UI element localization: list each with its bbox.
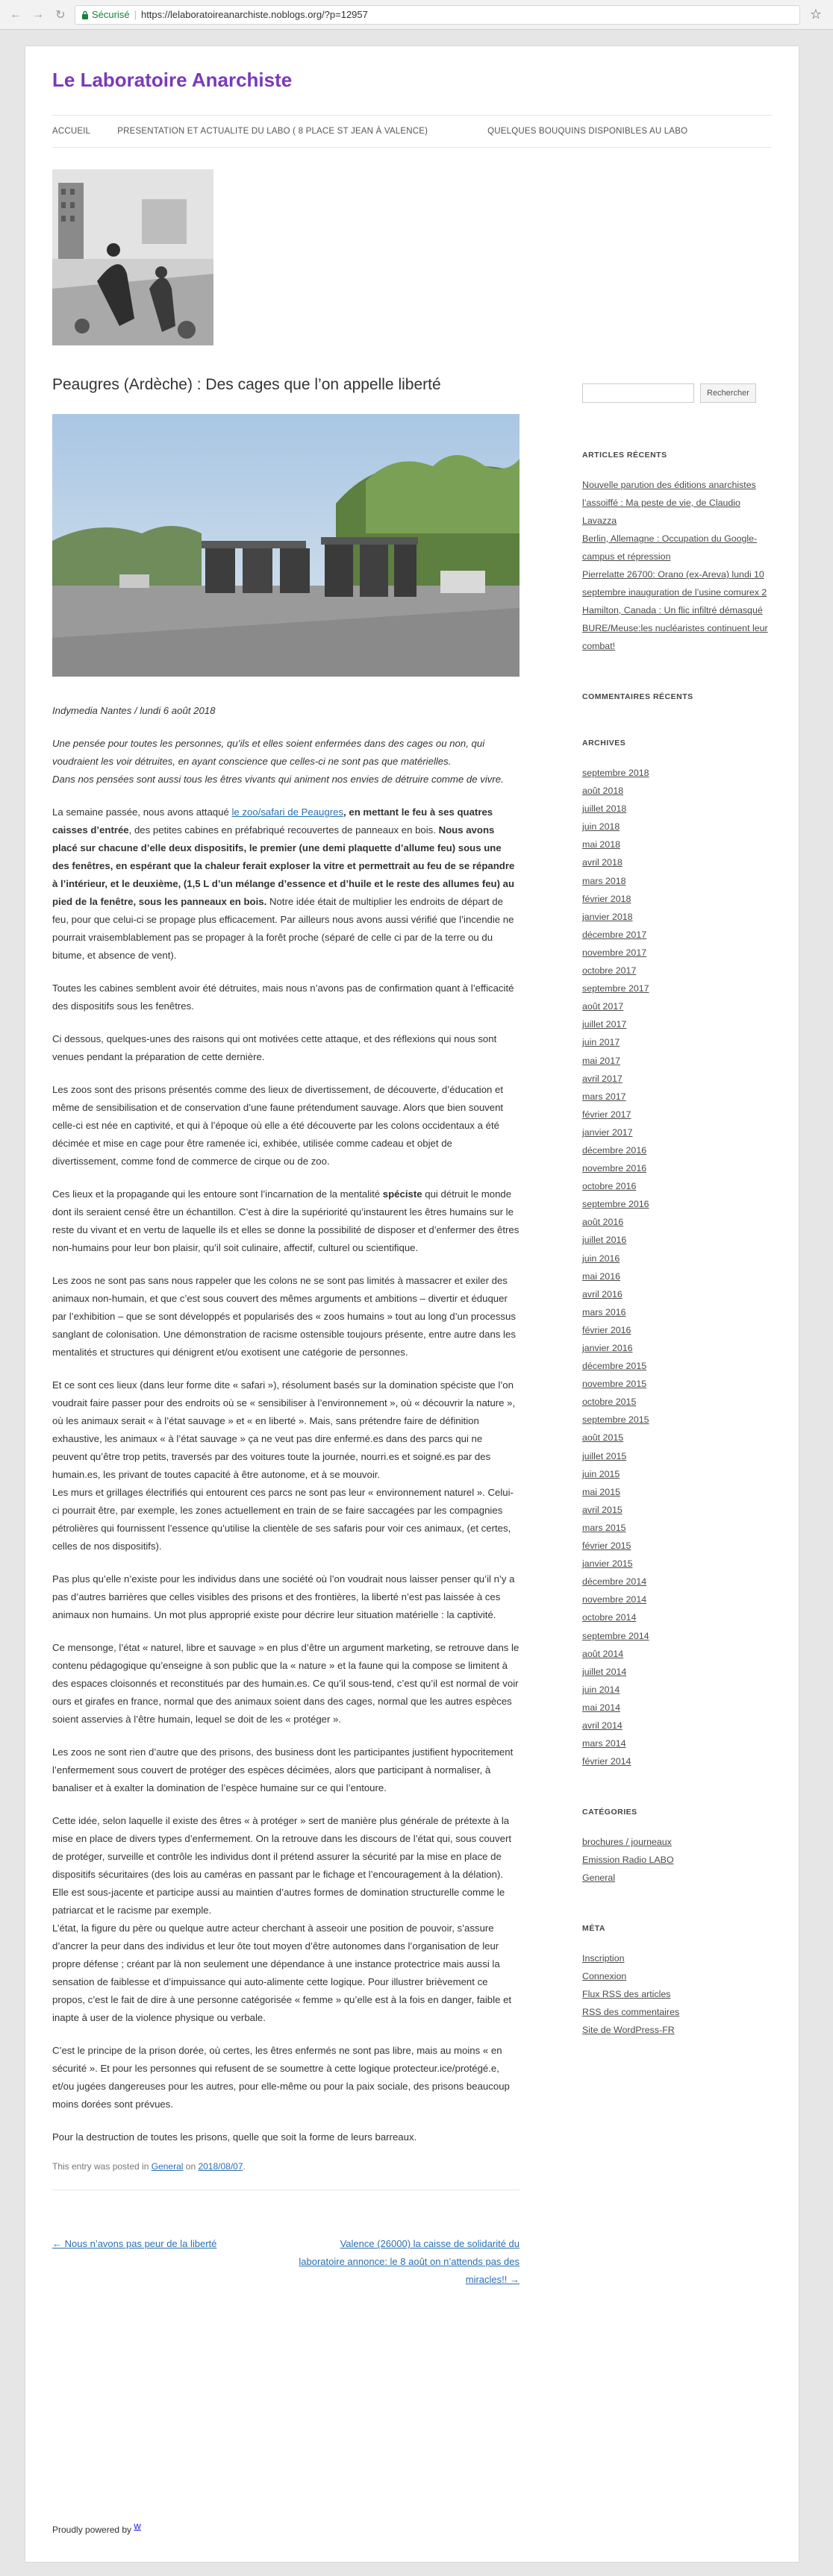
sidebar — [582, 383, 772, 2076]
list-item — [582, 818, 772, 836]
list-item — [582, 944, 772, 962]
category-link[interactable]: General — [151, 2161, 184, 2172]
list-item — [582, 1411, 772, 1429]
list-item — [582, 1483, 772, 1501]
archive-link[interactable]: avril 2018 — [582, 857, 623, 868]
post-image[interactable] — [52, 414, 520, 677]
archive-link[interactable]: juillet 2018 — [582, 803, 627, 815]
bookmark-star-icon[interactable]: ☆ — [809, 7, 823, 22]
list-item — [582, 1717, 772, 1734]
archive-link[interactable]: juin 2015 — [582, 1468, 620, 1479]
list-item — [582, 1070, 772, 1088]
list-item — [582, 980, 772, 997]
post-paragraph-11: Cette idée, selon laquelle il existe des êtres « à protéger » sert de manière plus générale de prétexte à la mise en place de divers types d’enfermement. On la retrouve dans les discours de l’état qui, sous couvert de protéger, surveille et contrôle les individus dont il prétend assurer la sécurité par la mise en place de dispositifs sécuritaires (des lois au caméras en passant par le fichage et l’encouragement à la délation). Elle est sous-jacente et participe aussi au maintien d’autres formes de domination structurelle comme le patriarcat et le racisme par exemple. L’état, la figure du père ou quelque autre acteur cherchant à asseoir une position de pouvoir, s’assure d’ancrer la peur dans des individus et leur ôte tout moyen d’être autonomes dans l’organisation de leur propre défense ; créant par là non seulement une dépendance à une instance protectrice mais aussi la sensation de faiblesse et d’impuissance qui auto-alimente cette logique. Pour illustrer brièvement ce propos, c’est le fait de dire à une personne catégorisée « femme » qu’elle est à la fois en danger, faible et inapte à user de la violence physique ou verbale. — [52, 1815, 512, 2024]
back-icon[interactable]: ← — [10, 7, 22, 21]
meta-link[interactable]: RSS des commentaires — [582, 2007, 680, 2018]
archive-link[interactable]: mars 2014 — [582, 1738, 626, 1749]
header-image[interactable] — [52, 169, 213, 345]
list-item — [582, 926, 772, 944]
archives-widget — [582, 739, 772, 1770]
list-item — [582, 565, 772, 601]
recent-posts-title: ARTICLES RÉCENTS — [582, 451, 667, 460]
list-item — [582, 1985, 772, 2003]
post-paragraph-8: Pas plus qu’elle n’existe pour les individus dans une société où l’on voudrait nous laisser penser qu’il n’y a pas d’autres barrières que celles visibles des prisons et des frontières, la liberté n’est pas laissée à ces animaux non humains. Un mot plus approprié existe pour décrire leur situation matérielle : la captivité. — [52, 1573, 515, 1621]
archive-link[interactable]: décembre 2015 — [582, 1361, 647, 1372]
archive-link[interactable]: septembre 2015 — [582, 1414, 649, 1426]
recent-posts-list — [582, 476, 772, 655]
list-item — [582, 601, 772, 619]
archive-link[interactable]: novembre 2014 — [582, 1594, 647, 1605]
archive-link[interactable]: août 2018 — [582, 786, 624, 797]
list-item — [582, 1851, 772, 1869]
list-item — [582, 1645, 772, 1663]
archive-link[interactable]: janvier 2015 — [582, 1558, 633, 1570]
list-item — [582, 1124, 772, 1141]
recent-post-link[interactable]: Pierrelatte 26700: Orano (ex-Areva) lundi 10 septembre inauguration de l’usine comurex 2 — [582, 569, 767, 598]
meta-link[interactable]: Inscription — [582, 1953, 625, 1964]
list-item — [582, 1949, 772, 1967]
list-item — [582, 1869, 772, 1887]
list-item — [582, 1213, 772, 1231]
list-item — [582, 530, 772, 565]
list-item — [582, 997, 772, 1015]
nav-item-accueil[interactable]: ACCUEIL — [52, 127, 91, 136]
categories-list — [582, 1833, 772, 1887]
archive-link[interactable]: octobre 2015 — [582, 1397, 637, 1408]
list-item — [582, 1833, 772, 1851]
zoo-link[interactable]: le zoo/safari de Peaugres — [231, 806, 344, 818]
archive-link[interactable]: septembre 2014 — [582, 1630, 649, 1641]
list-item — [582, 1967, 772, 1985]
archive-link[interactable]: février 2014 — [582, 1756, 631, 1767]
page — [25, 46, 799, 2562]
nav-item-bouquins[interactable]: QUELQUES BOUQUINS DISPONIBLES AU LABO — [487, 127, 688, 136]
address-bar[interactable] — [75, 5, 800, 25]
post-navigation — [52, 2235, 520, 2289]
list-item — [582, 1501, 772, 1519]
meta-list — [582, 1949, 772, 2039]
recent-post-link[interactable]: BURE/Meuse:les nucléaristes continuent leur combat! — [582, 623, 768, 651]
recent-comments-title: COMMENTAIRES RÉCENTS — [582, 692, 693, 701]
archive-link[interactable]: août 2015 — [582, 1432, 624, 1444]
archive-link[interactable]: février 2017 — [582, 1109, 631, 1120]
reload-icon[interactable]: ↻ — [55, 8, 66, 22]
list-item — [582, 800, 772, 818]
post-paragraph-2: Toutes les cabines semblent avoir été détruites, mais nous n’avons pas de confirmation quant à l’efficacité des dispositifs sous les fenêtres. — [52, 983, 514, 1012]
archive-link[interactable]: juillet 2016 — [582, 1235, 627, 1246]
category-link[interactable]: Emission Radio LABO — [582, 1855, 674, 1866]
archive-link[interactable]: août 2014 — [582, 1648, 624, 1659]
archive-link[interactable]: septembre 2017 — [582, 983, 649, 994]
post-intro: Une pensée pour toutes les personnes, qu’ils et elles soient enfermées dans des cages ou non, qui voudraient les voir détruites, en ayant conscience que celles-ci ne sont pas que matérielles. Dans nos pensées sont aussi tous les êtres vivants qui animent nos envies de détruire comme de vivre. — [52, 738, 504, 786]
list-item — [582, 1159, 772, 1177]
list-item — [582, 619, 772, 655]
list-item — [582, 1447, 772, 1465]
list-item — [582, 1357, 772, 1375]
next-post-link[interactable]: Valence (26000) la caisse de solidarité du laboratoire annonce: le 8 août on n’attends pas des miracles!! → — [299, 2238, 520, 2286]
post-meta: This entry was posted in General on 2018/08/07. — [52, 2161, 246, 2172]
previous-post-link[interactable]: ← Nous n’avons pas peur de la liberté — [52, 2238, 217, 2250]
list-item — [582, 1591, 772, 1608]
post-paragraph-1: La semaine passée, nous avons attaqué le zoo/safari de Peaugres, en mettant le feu à ses quatres caisses d’entrée, des petites cabines en préfabriqué recouvertes de panneaux en bois. Nous avons placé sur chacune d’elle deux dispositifs, le premier (une demi plaquette d’allume feu) sous une des fenêtres, en espérant que la chaleur ferait exploser la vitre et permettrait au feu de se répandre à l’intérieur, et le deuxième, (1,5 L d’un mélange d’essence et d’huile et le reste des allumes feu) au pied de la fenêtre, sous les panneaux en bois. Notre idée était de multiplier les endroits de départ de feu, pour que celui-ci se propage plus efficacement. Par ailleurs nous avons aussi vérifié que l’incendie ne pourrait vraisemblablement pas se propager à la forêt proche (séparé de celle ci par de la terre ou du bitume, et absence de vent). — [52, 806, 515, 962]
archive-link[interactable]: octobre 2014 — [582, 1612, 637, 1623]
list-item — [582, 1231, 772, 1249]
archive-link[interactable]: juin 2018 — [582, 821, 620, 833]
archive-link[interactable]: avril 2016 — [582, 1288, 623, 1300]
list-item — [582, 1375, 772, 1393]
archive-link[interactable]: octobre 2017 — [582, 965, 637, 977]
archive-link[interactable]: juillet 2015 — [582, 1450, 627, 1461]
archive-link[interactable]: avril 2014 — [582, 1720, 623, 1731]
archive-link[interactable]: mai 2017 — [582, 1055, 620, 1066]
meta-link[interactable]: Flux RSS des articles — [582, 1989, 671, 2000]
list-item — [582, 1141, 772, 1159]
post-paragraph-13: Pour la destruction de toutes les prisons, quelle que soit la forme de leurs barreaux. — [52, 2131, 417, 2143]
list-item — [582, 1033, 772, 1051]
secure-label: Sécurisé — [92, 9, 130, 20]
archive-link[interactable]: juillet 2014 — [582, 1666, 627, 1677]
main-nav — [52, 115, 772, 148]
archive-link[interactable]: novembre 2017 — [582, 947, 647, 958]
list-item — [582, 853, 772, 871]
meta-title: MÉTA — [582, 1924, 605, 1934]
list-item — [582, 1681, 772, 1699]
post — [52, 375, 520, 2289]
archive-link[interactable]: mars 2015 — [582, 1522, 626, 1533]
archive-link[interactable]: juin 2016 — [582, 1253, 620, 1264]
list-item — [582, 1429, 772, 1447]
lock-icon — [81, 10, 89, 19]
post-title: Peaugres (Ardèche) : Des cages que l’on appelle liberté — [52, 376, 441, 393]
list-item — [582, 1519, 772, 1537]
list-item — [582, 1285, 772, 1303]
list-item — [582, 1015, 772, 1033]
archive-link[interactable]: avril 2015 — [582, 1504, 623, 1515]
list-item — [582, 1106, 772, 1124]
list-item — [582, 1195, 772, 1213]
post-paragraph-6: Les zoos ne sont pas sans nous rappeler que les colons ne se sont pas limités à massacrer et exiler des animaux non-humain, et que c’est sous couvert des mêmes arguments et ambitions – divertir et éduquer par l’exhibition – que se sont développés et popularisés des « zoos humains » tout au long d’un processus sanglant de colonisation. Une démonstration de racisme ostensible toujours présente, entre autre dans les mentalités et structures qui dénigrent et/ou exotisent une catégorie de personnes. — [52, 1275, 516, 1358]
footer-text: Proudly powered by — [52, 2525, 134, 2535]
site-title[interactable]: Le Laboratoire Anarchiste — [52, 69, 293, 91]
post-paragraph-4: Les zoos sont des prisons présentés comme des lieux de divertissement, de découverte, d’éducation et même de sensibilisation et de conservation d’une faune prétendument sauvage. Alors que bien souvent celle-ci est née en captivité, et qui à l’époque où elle a été découverte par les colons occidentaux a été décimée et mise en cage pour être ramenée ici, exhibée, utilisée comme cadeau et objet de divertissement, comme fond de commerce de cirque ou de zoo. — [52, 1084, 504, 1168]
list-item — [582, 1537, 772, 1555]
recent-posts-widget — [582, 451, 772, 655]
archive-link[interactable]: janvier 2017 — [582, 1126, 633, 1138]
post-paragraph-7: Et ce sont ces lieux (dans leur forme dite « safari »), résolument basés sur la domination spéciste que l’on voudrait faire passer pour des endroits où se « sensibiliser à l’environnement », où « découvrir la nature », où les animaux serait « à l’état sauvage » et « en liberté ». Mais, sans prétendre faire de définition exhaustive, les animaux « à l’état sauvage » ça ne veut pas dire enfermé.es dans des parcs qui ne peuvent qu’être trop petits, traversés par des voitures toute la journée, nourri.es et soigné.es par des humain.es, les privant de toutes capacité à être autonome, et à se mouvoir. Les murs et grillages électrifiés qui entourent ces parcs ne sont pas leur « environnement naturel ». Celui-ci pourrait être, par exemple, les zones actuellement en train de se faire saccagées par les compagnies pétrolières qui fournissent l’essence qu’utilise la clientèle de ses safaris pour voir ces animaux, (et certes, celles de nos dispositifs). — [52, 1379, 516, 1552]
list-item — [582, 1608, 772, 1626]
list-item — [582, 1465, 772, 1483]
list-item — [582, 1627, 772, 1645]
list-item — [582, 1663, 772, 1681]
archive-link[interactable]: février 2016 — [582, 1324, 631, 1335]
list-item — [582, 764, 772, 782]
archive-link[interactable]: mai 2018 — [582, 839, 620, 850]
url-text[interactable]: https://lelaboratoireanarchiste.noblogs.org/?p=12957 — [140, 9, 368, 20]
archive-link[interactable]: mai 2015 — [582, 1486, 620, 1497]
meta-widget — [582, 1924, 772, 2039]
archive-link[interactable]: septembre 2016 — [582, 1199, 649, 1210]
post-paragraph-5: Ces lieux et la propagande qui les entoure sont l’incarnation de la mentalité spéciste qui détruit le monde dont ils seraient censé être un échantillon. C’est à dire la supériorité qu’instaurent les êtres humains sur le reste du vivant et en vertu de laquelle ils et elles se donne la possibilité de disposer et d’enfermer des êtres non-humains pour leur bon plaisir, qu’il soit culinaire, affectif, culturel ou scientifique. — [52, 1188, 520, 1254]
categories-title: CATÉGORIES — [582, 1808, 637, 1817]
recent-post-link[interactable]: Hamilton, Canada : Un flic infiltré démasqué — [582, 605, 763, 615]
archive-link[interactable]: mars 2016 — [582, 1306, 626, 1317]
archive-link[interactable]: mai 2014 — [582, 1702, 620, 1713]
post-source: Indymedia Nantes / lundi 6 août 2018 — [52, 705, 216, 717]
search-button[interactable]: Rechercher — [700, 383, 756, 403]
footer — [52, 2523, 141, 2535]
archive-link[interactable]: janvier 2018 — [582, 911, 633, 922]
list-item — [582, 962, 772, 980]
post-paragraph-10: Les zoos ne sont rien d’autre que des prisons, des business dont les participantes justifient hypocritement l’enfermement sous couvert de protéger des espèces décimées, alors que participant à normaliser, à banaliser et à exalter la domination de l’espèce humaine sur ce qui l’entoure. — [52, 1746, 514, 1794]
list-item — [582, 836, 772, 853]
archive-link[interactable]: juillet 2017 — [582, 1019, 627, 1030]
browser-toolbar — [0, 0, 833, 30]
list-item — [582, 2021, 772, 2039]
forward-icon[interactable]: → — [32, 7, 44, 21]
category-link[interactable]: General — [582, 1873, 616, 1884]
archive-link[interactable]: novembre 2015 — [582, 1379, 647, 1390]
archive-link[interactable]: juin 2017 — [582, 1037, 620, 1048]
archives-title: ARCHIVES — [582, 739, 626, 748]
list-item — [582, 1339, 772, 1357]
post-paragraph-3: Ci dessous, quelques-unes des raisons qui ont motivées cette attaque, et des réflexions qui nous sont venues pendant la préparation de cette dernière. — [52, 1033, 497, 1063]
date-link[interactable]: 2018/08/07 — [198, 2161, 243, 2172]
url-separator: | — [134, 9, 137, 20]
list-item — [582, 908, 772, 926]
archive-link[interactable]: mars 2017 — [582, 1091, 626, 1102]
archive-link[interactable]: décembre 2016 — [582, 1144, 647, 1156]
list-item — [582, 1393, 772, 1411]
search-input[interactable] — [582, 383, 694, 403]
archives-list — [582, 764, 772, 1770]
recent-post-link[interactable]: Nouvelle parution des éditions anarchistes l’assoiffé : Ma peste de vie, de Claudio Lavazza — [582, 480, 756, 526]
archive-link[interactable]: août 2017 — [582, 1001, 624, 1012]
list-item — [582, 1052, 772, 1070]
list-item — [582, 1573, 772, 1591]
list-item — [582, 1555, 772, 1573]
archive-link[interactable]: octobre 2016 — [582, 1181, 637, 1192]
wordpress-logo-link[interactable]: W — [134, 2523, 141, 2531]
list-item — [582, 1177, 772, 1195]
list-item — [582, 1734, 772, 1752]
archive-link[interactable]: novembre 2016 — [582, 1163, 647, 1174]
list-item — [582, 1250, 772, 1267]
archive-link[interactable]: août 2016 — [582, 1217, 624, 1228]
list-item — [582, 2003, 772, 2021]
recent-comments-widget — [582, 692, 772, 701]
search-form — [582, 383, 772, 403]
list-item — [582, 872, 772, 890]
secure-indicator[interactable] — [81, 9, 130, 20]
archive-link[interactable]: janvier 2016 — [582, 1343, 633, 1353]
archive-link[interactable]: septembre 2018 — [582, 768, 649, 778]
archive-link[interactable]: décembre 2017 — [582, 929, 647, 940]
list-item — [582, 1321, 772, 1339]
categories-widget — [582, 1808, 772, 1887]
list-item — [582, 1267, 772, 1285]
post-paragraph-9: Ce mensonge, l’état « naturel, libre et sauvage » en plus d’être un argument marketing, se retrouve dans le contenu pédagogique qu’enseigne à son public que la « nature » et la faune qui la compose se limitent à des espaces cloisonnés et reconstitués par des humain.es. Ce qu’il sous-tend, c’est qu’il est normal de voir ours et girafes en france, normal que des animaux soient dans des cages, normal que les autres espèces soient asservies à l’être humain, lequel se doit de les « protéger ». — [52, 1642, 520, 1726]
list-item — [582, 890, 772, 908]
archive-link[interactable]: février 2015 — [582, 1541, 631, 1552]
archive-link[interactable]: mars 2018 — [582, 875, 626, 886]
list-item — [582, 1303, 772, 1321]
list-item — [582, 1752, 772, 1770]
archive-link[interactable]: juin 2014 — [582, 1684, 620, 1695]
archive-link[interactable]: avril 2017 — [582, 1073, 623, 1084]
category-link[interactable]: brochures / journeaux — [582, 1837, 672, 1848]
list-item — [582, 782, 772, 800]
meta-link[interactable]: Connexion — [582, 1971, 627, 1982]
meta-link[interactable]: Site de WordPress-FR — [582, 2025, 675, 2036]
list-item — [582, 476, 772, 530]
nav-item-presentation[interactable]: PRESENTATION ET ACTUALITE DU LABO ( 8 PLACE ST JEAN À VALENCE) — [117, 127, 428, 136]
archive-link[interactable]: décembre 2014 — [582, 1576, 647, 1588]
recent-post-link[interactable]: Berlin, Allemagne : Occupation du Google-campus et répression — [582, 533, 758, 562]
post-paragraph-12: C’est le principe de la prison dorée, où certes, les êtres enfermés ne sont pas libre, mais au moins « en sécurité ». Et pour les personnes qui refusent de se soumettre à cette logique protecteur.ice/protégé.e, et/ou jugées dangereuses pour les autres, pour elle-même ou pour la paix sociale, des prisons beaucoup moins dorées sont prévues. — [52, 2045, 510, 2110]
list-item — [582, 1699, 772, 1717]
list-item — [582, 1088, 772, 1106]
archive-link[interactable]: mai 2016 — [582, 1270, 620, 1282]
archive-link[interactable]: février 2018 — [582, 893, 631, 904]
